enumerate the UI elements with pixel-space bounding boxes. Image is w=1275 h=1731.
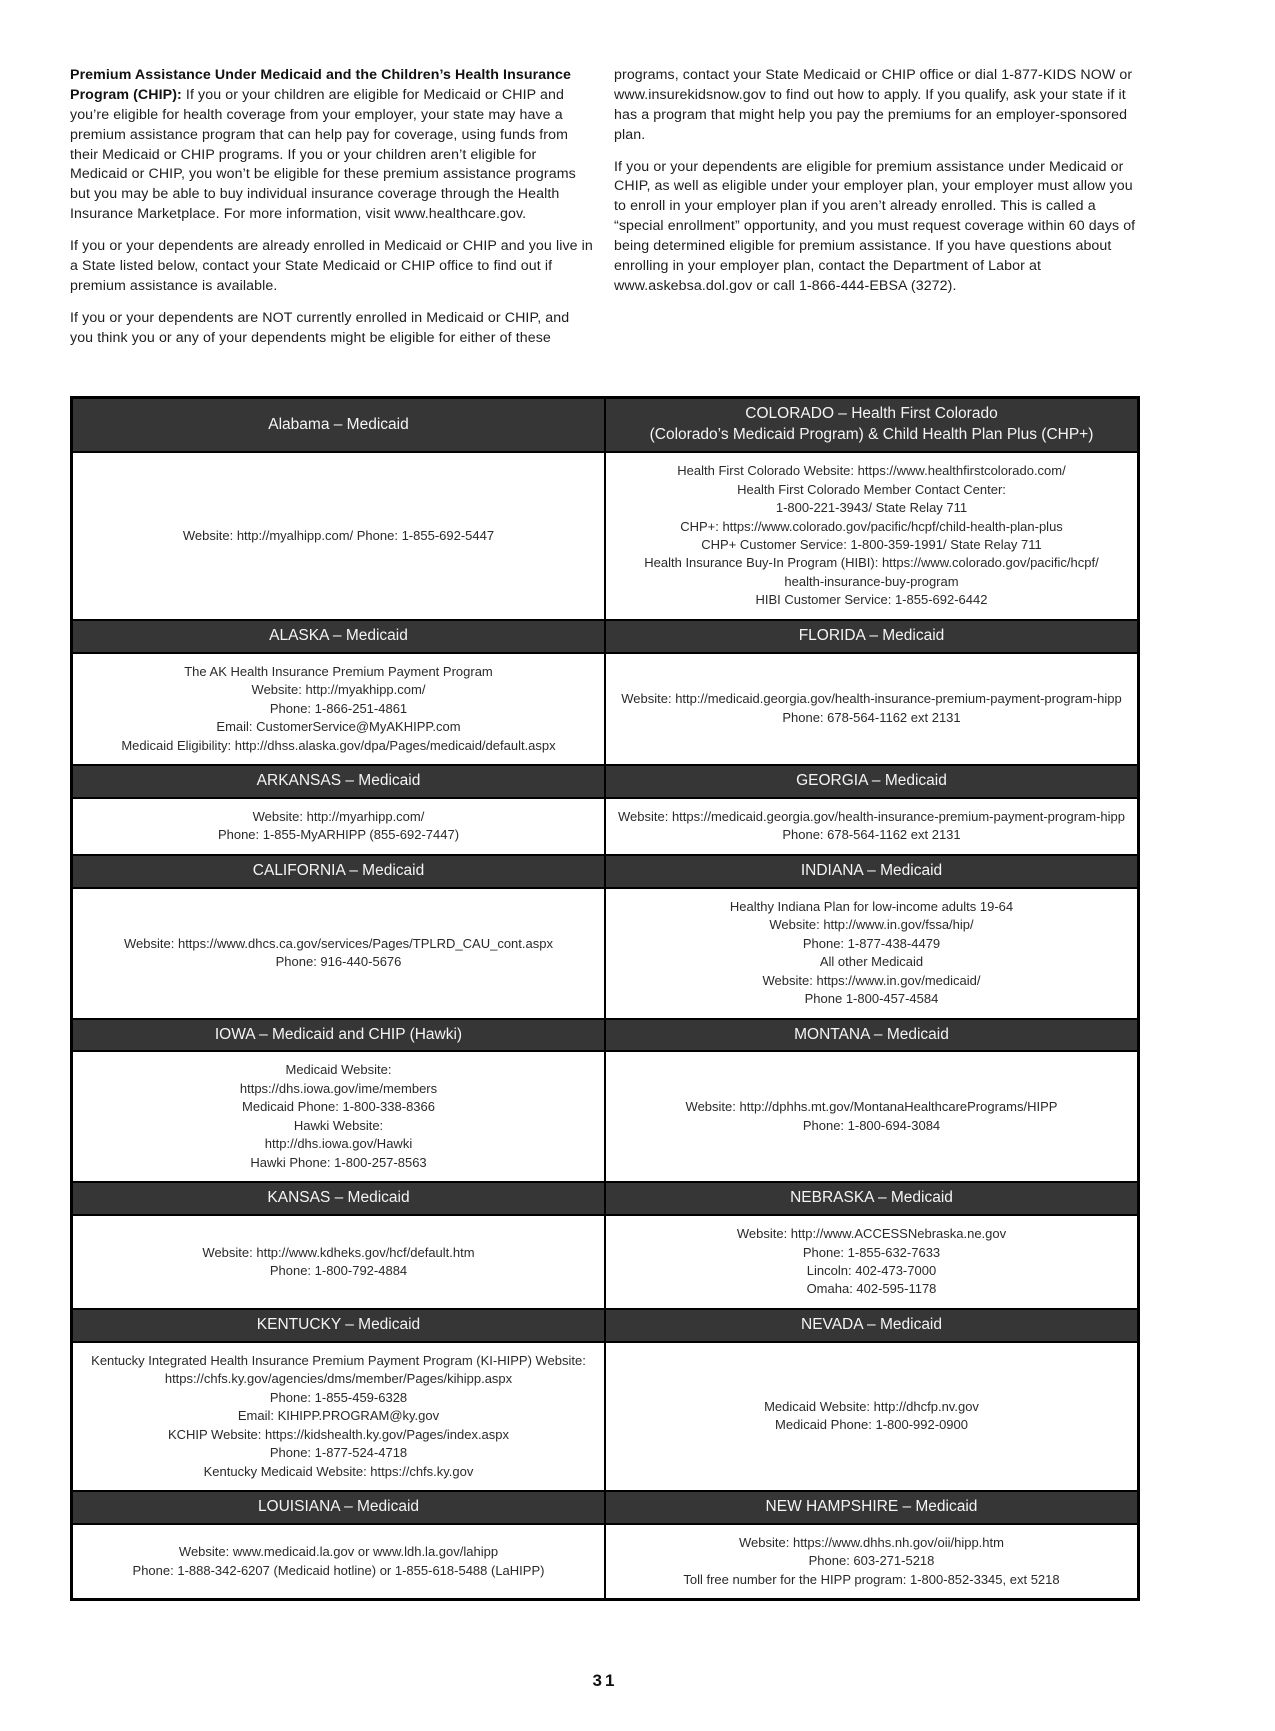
state-header-california: CALIFORNIA – Medicaid [72,855,606,888]
intro-paragraph-4: programs, contact your State Medicaid or CHIP office or dial 1-877-KIDS NOW or www.insurekidsnow.gov to find out how to apply. If you qualify, ask your state if it has a program that might help you pay the premiums for an employer-sponsored plan. [614,67,1133,143]
state-cell-nevada: Medicaid Website: http://dhcfp.nv.gov Medicaid Phone: 1-800-992-0900 [605,1342,1139,1491]
state-cell-georgia: Website: https://medicaid.georgia.gov/health-insurance-premium-payment-program-hipp Phone: 678-564-1162 ext 2131 [605,798,1139,855]
state-cell-colorado: Health First Colorado Website: https://www.healthfirstcolorado.com/ Health First Colorado Member Contact Center: 1-800-221-3943/ State Relay 711 CHP+: https://www.colorado.gov/pacific/hcpf/child-health-plan-plus CHP+ Customer Service: 1-800-359-1991/ State Relay 711 Health Insurance Buy-In Program (HIBI): https://www.colorado.gov/pacific/hcpf/ health-insurance-buy-program HIBI Customer Service: 1-855-692-6442 [605,452,1139,620]
content-row-kansas-nebraska [72,1215,1139,1309]
state-header-montana: MONTANA – Medicaid [605,1019,1139,1052]
content-row-kentucky-nevada [72,1342,1139,1491]
header-row-louisiana-newhampshire [72,1491,1139,1524]
state-header-georgia: GEORGIA – Medicaid [605,765,1139,798]
intro-paragraph-3: If you or your dependents are NOT currently enrolled in Medicaid or CHIP, and you think you or any of your dependents might be eligible for either of these [70,309,570,346]
state-cell-louisiana: Website: www.medicaid.la.gov or www.ldh.la.gov/lahipp Phone: 1-888-342-6207 (Medicaid hotline) or 1-855-618-5488 (LaHIPP) [72,1524,606,1600]
header-row-california-indiana [72,855,1139,888]
state-cell-alaska: The AK Health Insurance Premium Payment Program Website: http://myakhipp.com/ Phone: 1-866-251-4861 Email: CustomerService@MyAKHIPP.com Medicaid Eligibility: http://dhss.alaska.gov/dpa/Pages/medicaid/default.aspx [72,653,606,765]
state-contact-table [70,396,1140,1601]
content-row-iowa-montana [72,1051,1139,1182]
state-header-new-hampshire: NEW HAMPSHIRE – Medicaid [605,1491,1139,1524]
intro-paragraph-2: If you or your dependents are already enrolled in Medicaid or CHIP and you live in a State listed below, contact your State Medicaid or CHIP office to find out if premium assistance is available. [70,238,593,294]
state-header-kansas: KANSAS – Medicaid [72,1182,606,1215]
intro-right-column [614,66,1140,360]
intro-paragraph-5: If you or your dependents are eligible for premium assistance under Medicaid or CHIP, as well as eligible under your employer plan, your employer must allow you to enroll in your employer plan if you aren’t already enrolled. This is called a “special enrollment” opportunity, and you must request coverage within 60 days of being determined eligible for premium assistance. If you have questions about enrolling in your employer plan, contact the Department of Labor at www.askebsa.dol.gov or call 1-866-444-EBSA (3272). [614,158,1136,294]
state-cell-iowa: Medicaid Website: https://dhs.iowa.gov/ime/members Medicaid Phone: 1-800-338-8366 Hawki Website: http://dhs.iowa.gov/Hawki Hawki Phone: 1-800-257-8563 [72,1051,606,1182]
state-cell-alabama: Website: http://myalhipp.com/ Phone: 1-855-692-5447 [72,452,606,620]
state-cell-florida: Website: http://medicaid.georgia.gov/health-insurance-premium-payment-program-hipp Phone: 678-564-1162 ext 2131 [605,653,1139,765]
state-header-alabama: Alabama – Medicaid [72,398,606,452]
content-row-arkansas-georgia [72,798,1139,855]
state-cell-kentucky: Kentucky Integrated Health Insurance Premium Payment Program (KI-HIPP) Website: https://chfs.ky.gov/agencies/dms/member/Pages/kihipp.aspx Phone: 1-855-459-6328 Email: KIHIPP.PROGRAM@ky.gov KCHIP Website: https://kidshealth.ky.gov/Pages/index.aspx Phone: 1-877-524-4718 Kentucky Medicaid Website: https://chfs.ky.gov [72,1342,606,1491]
state-header-alaska: ALASKA – Medicaid [72,620,606,653]
content-row-california-indiana [72,888,1139,1019]
state-header-louisiana: LOUISIANA – Medicaid [72,1491,606,1524]
state-cell-indiana: Healthy Indiana Plan for low-income adults 19-64 Website: http://www.in.gov/fssa/hip/ Phone: 1-877-438-4479 All other Medicaid Website: https://www.in.gov/medicaid/ Phone 1-800-457-4584 [605,888,1139,1019]
state-header-colorado: COLORADO – Health First Colorado (Colorado’s Medicaid Program) & Child Health Plan Plus (CHP+) [605,398,1139,452]
state-header-arkansas: ARKANSAS – Medicaid [72,765,606,798]
header-row-arkansas-georgia [72,765,1139,798]
state-header-kentucky: KENTUCKY – Medicaid [72,1309,606,1342]
state-cell-nebraska: Website: http://www.ACCESSNebraska.ne.gov Phone: 1-855-632-7633 Lincoln: 402-473-7000 Omaha: 402-595-1178 [605,1215,1139,1309]
state-header-nebraska: NEBRASKA – Medicaid [605,1182,1139,1215]
header-row-kansas-nebraska [72,1182,1139,1215]
intro-paragraph-1 [70,66,596,225]
page-number: 31 [592,1671,618,1691]
content-row-alabama-colorado [72,452,1139,620]
header-row-alabama-colorado [72,398,1139,452]
state-cell-arkansas: Website: http://myarhipp.com/ Phone: 1-855-MyARHIPP (855-692-7447) [72,798,606,855]
intro-section [70,66,1140,360]
intro-paragraph-1-text: If you or your children are eligible for Medicaid or CHIP and you’re eligible for health coverage from your employer, your state may have a premium assistance program that can help pay for coverage, using funds from their Medicaid or CHIP programs. If you or your children aren’t eligible for Medicaid or CHIP, you won’t be eligible for these premium assistance programs but you may be able to buy individual insurance coverage through the Health Insurance Marketplace. For more information, visit www.healthcare.gov. [70,86,576,223]
state-header-indiana: INDIANA – Medicaid [605,855,1139,888]
state-header-iowa: IOWA – Medicaid and CHIP (Hawki) [72,1019,606,1052]
state-cell-california: Website: https://www.dhcs.ca.gov/services/Pages/TPLRD_CAU_cont.aspx Phone: 916-440-5676 [72,888,606,1019]
header-row-kentucky-nevada [72,1309,1139,1342]
state-header-florida: FLORIDA – Medicaid [605,620,1139,653]
state-cell-new-hampshire: Website: https://www.dhhs.nh.gov/oii/hipp.htm Phone: 603-271-5218 Toll free number for the HIPP program: 1-800-852-3345, ext 5218 [605,1524,1139,1600]
content-row-louisiana-newhampshire [72,1524,1139,1600]
state-cell-montana: Website: http://dphhs.mt.gov/MontanaHealthcarePrograms/HIPP Phone: 1-800-694-3084 [605,1051,1139,1182]
intro-left-column [70,66,596,360]
header-row-alaska-florida [72,620,1139,653]
intro-heading: Premium Assistance Under Medicaid and the Children’s Health Insurance Program (CHIP): [70,67,571,103]
header-row-iowa-montana [72,1019,1139,1052]
state-header-nevada: NEVADA – Medicaid [605,1309,1139,1342]
state-cell-kansas: Website: http://www.kdheks.gov/hcf/default.htm Phone: 1-800-792-4884 [72,1215,606,1309]
content-row-alaska-florida [72,653,1139,765]
